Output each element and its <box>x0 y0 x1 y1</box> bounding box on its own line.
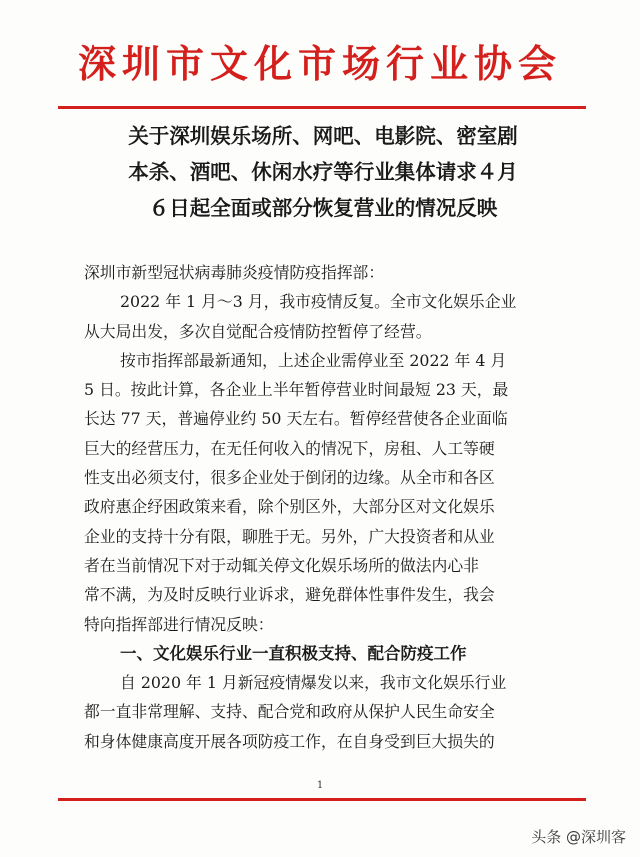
watermark-credit: 头条 @深圳客 <box>531 828 626 846</box>
paragraph-line: 政府惠企纾困政策来看，除个别区外，大部分区对文化娱乐 <box>84 497 495 517</box>
letterhead-divider <box>58 106 586 109</box>
section-heading: 一、文化娱乐行业一直积极支持、配合防疫工作 <box>120 643 467 663</box>
section-paragraph <box>84 668 572 756</box>
paragraph-line: 长达 77 天，普遍停业约 50 天左右。暂停经营使各企业面临 <box>84 409 508 429</box>
document-body <box>84 258 572 756</box>
paragraph-1 <box>84 287 572 346</box>
paragraph-line: 都一直非常理解、支持、配合党和政府从保护人民生命安全 <box>84 702 495 722</box>
paragraph-line: 巨大的经营压力，在无任何收入的情况下，房租、人工等硬 <box>84 438 495 458</box>
addressee: 深圳市新型冠状病毒肺炎疫情防疫指挥部： <box>84 263 385 282</box>
paragraph-line: 者在当前情况下对于动辄关停文化娱乐场所的做法内心非 <box>84 555 479 575</box>
letterhead-title: 深圳市文化市场行业协会 <box>77 42 562 86</box>
paragraph-line: 5 日。按此计算，各企业上半年暂停营业时间最短 23 天，最 <box>84 380 509 400</box>
paragraph-line: 自 2020 年 1 月新冠疫情爆发以来，我市文化娱乐行业 <box>120 673 507 693</box>
paragraph-line: 常不满，为及时反映行业诉求，避免群体性事件发生，我会 <box>84 585 495 605</box>
title-line: 关于深圳娱乐场所、网吧、电影院、密室剧 <box>128 124 518 148</box>
paragraph-2 <box>84 346 572 639</box>
paragraph-line: 企业的支持十分有限，聊胜于无。另外，广大投资者和从业 <box>84 526 495 546</box>
paragraph-line: 特向指挥部进行情况反映： <box>84 614 274 634</box>
paragraph-line: 和身体健康高度开展各项防疫工作，在自身受到巨大损失的 <box>84 731 495 751</box>
footer-divider <box>58 798 586 801</box>
document-title <box>60 118 586 226</box>
paragraph-line: 性支出必须支付，很多企业处于倒闭的边缘。从全市和各区 <box>84 468 495 488</box>
title-line: ６日起全面或部分恢复营业的情况反映 <box>148 196 498 220</box>
paragraph-line: 按市指挥部最新通知，上述企业需停业至 2022 年 4 月 <box>120 350 507 370</box>
paragraph-line: 从大局出发，多次自觉配合疫情防控暂停了经营。 <box>84 321 432 341</box>
paragraph-line: 2022 年 1 月～3 月，我市疫情反复。全市文化娱乐企业 <box>120 292 517 312</box>
title-line: 本杀、酒吧、休闲水疗等行业集体请求４月 <box>128 160 518 184</box>
page-number: 1 <box>316 780 324 791</box>
